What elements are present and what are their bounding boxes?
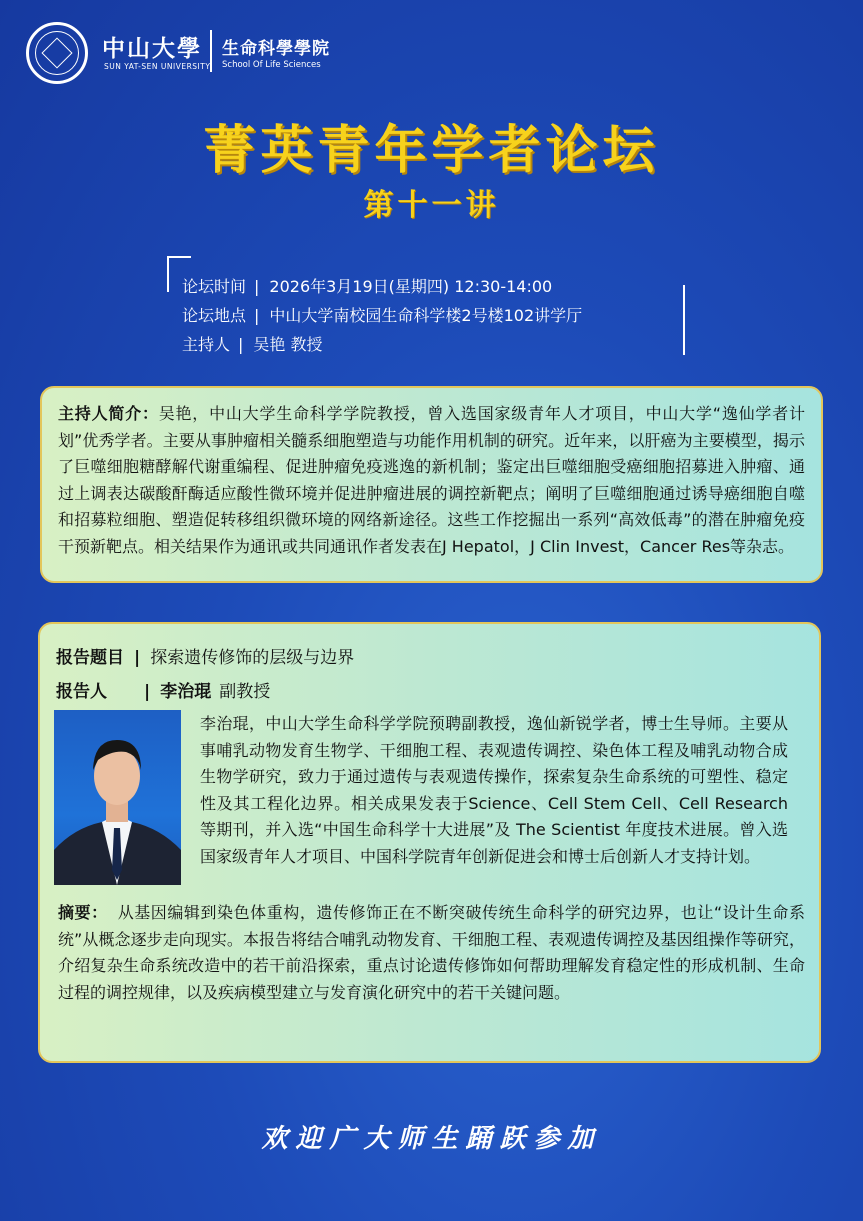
info-time-row <box>182 274 552 297</box>
talk-topic-row <box>56 643 354 668</box>
speaker-label: 报告人 <box>56 682 107 702</box>
time-label: 论坛时间 <box>182 277 247 296</box>
speaker-portrait-photo <box>54 710 181 885</box>
lecture-number: 第十一讲 <box>363 188 500 223</box>
school-name-cn: 生命科學學院 <box>222 39 330 59</box>
welcome-message: 欢迎广大师生踊跃参加 <box>261 1124 602 1154</box>
abstract-body: 从基因编辑到染色体重构，遗传修饰正在不断突破传统生命科学的研究边界，也让“设计生命系统”从概念逐步走向现实。本报告将结合哺乳动物发育、干细胞工程、表观遗传调控及基因组操作等研究，介绍复杂生命系统改造中的若干前沿探索，重点讨论遗传修饰如何帮助理解发育稳定性的形成机制、生命过程的调控规律，以及疾病模型建立与发育演化研究中的若干关键问题。 <box>58 903 805 1002</box>
separator: | <box>144 682 151 702</box>
separator: | <box>134 648 141 668</box>
forum-title: 菁英青年学者论坛 <box>203 120 660 181</box>
place-value: 中山大学南校园生命科学楼2号楼102讲学厅 <box>269 306 583 325</box>
info-bracket-right <box>683 285 685 355</box>
info-bracket-left <box>167 256 169 292</box>
talk-speaker-row <box>56 677 270 702</box>
host-intro-body: 吴艳，中山大学生命科学学院教授，曾入选国家级青年人才项目，中山大学“逸仙学者计划”优秀学者。主要从事肿瘤相关髓系细胞塑造与功能作用机制的研究。近年来，以肝癌为主要模型，揭示了巨噬细胞糖酵解代谢重编程、促进肿瘤免疫逃逸的新机制；鉴定出巨噬细胞受癌细胞招募进入肿瘤、通过上调表达碳酸酐酶适应酸性微环境并促进肿瘤进展的调控新靶点；阐明了巨噬细胞通过诱导癌细胞自噬和招募粒细胞、塑造促转移组织微环境的网络新途径。这些工作挖掘出一系列“高效低毒”的潜在肿瘤免疫干预新靶点。相关结果作为通讯或共同通讯作者发表在J Hepatol，J Clin Invest，Cancer Res等杂志。 <box>58 404 805 556</box>
speaker-bio: 李治琨，中山大学生命科学学院预聘副教授，逸仙新锐学者，博士生导师。主要从事哺乳动物发育生物学、干细胞工程、表观遗传调控、染色体工程及哺乳动物合成生物学研究，致力于通过遗传与表观遗传操作，探索复杂生命系统的可塑性、稳定性及其工程化边界。相关成果发表于Science、Cell Stem Cell、Cell Research 等期刊，并入选“中国生命科学十大进展”及 The Scientist 年度技术进展。曾入选国家级青年人才项目、中国科学院青年创新促进会和博士后创新人才支持计划。 <box>200 714 788 866</box>
university-name-cn: 中山大學 <box>102 35 202 62</box>
school-name-en: School Of Life Sciences <box>222 60 321 70</box>
talk-abstract <box>58 900 805 1006</box>
university-seal-logo <box>26 22 88 84</box>
speaker-title: 副教授 <box>219 682 271 702</box>
header-divider <box>210 30 212 72</box>
info-place-row <box>182 303 582 326</box>
university-name-en: SUN YAT-SEN UNIVERSITY <box>104 62 211 71</box>
host-value: 吴艳 教授 <box>253 335 323 354</box>
host-intro-label: 主持人简介： <box>58 404 159 423</box>
topic-label: 报告题目 <box>56 648 124 668</box>
topic-value: 探索遗传修饰的层级与边界 <box>150 648 355 668</box>
speaker-name: 李治琨 <box>160 682 212 702</box>
separator: | <box>238 335 244 354</box>
abstract-label: 摘要： <box>58 903 108 922</box>
time-value: 2026年3月19日(星期四) 12:30-14:00 <box>269 277 553 296</box>
info-host-row <box>182 332 323 355</box>
host-intro-text <box>58 401 805 560</box>
place-label: 论坛地点 <box>182 306 247 325</box>
separator: | <box>254 306 260 325</box>
separator: | <box>254 277 260 296</box>
host-label: 主持人 <box>182 335 231 354</box>
